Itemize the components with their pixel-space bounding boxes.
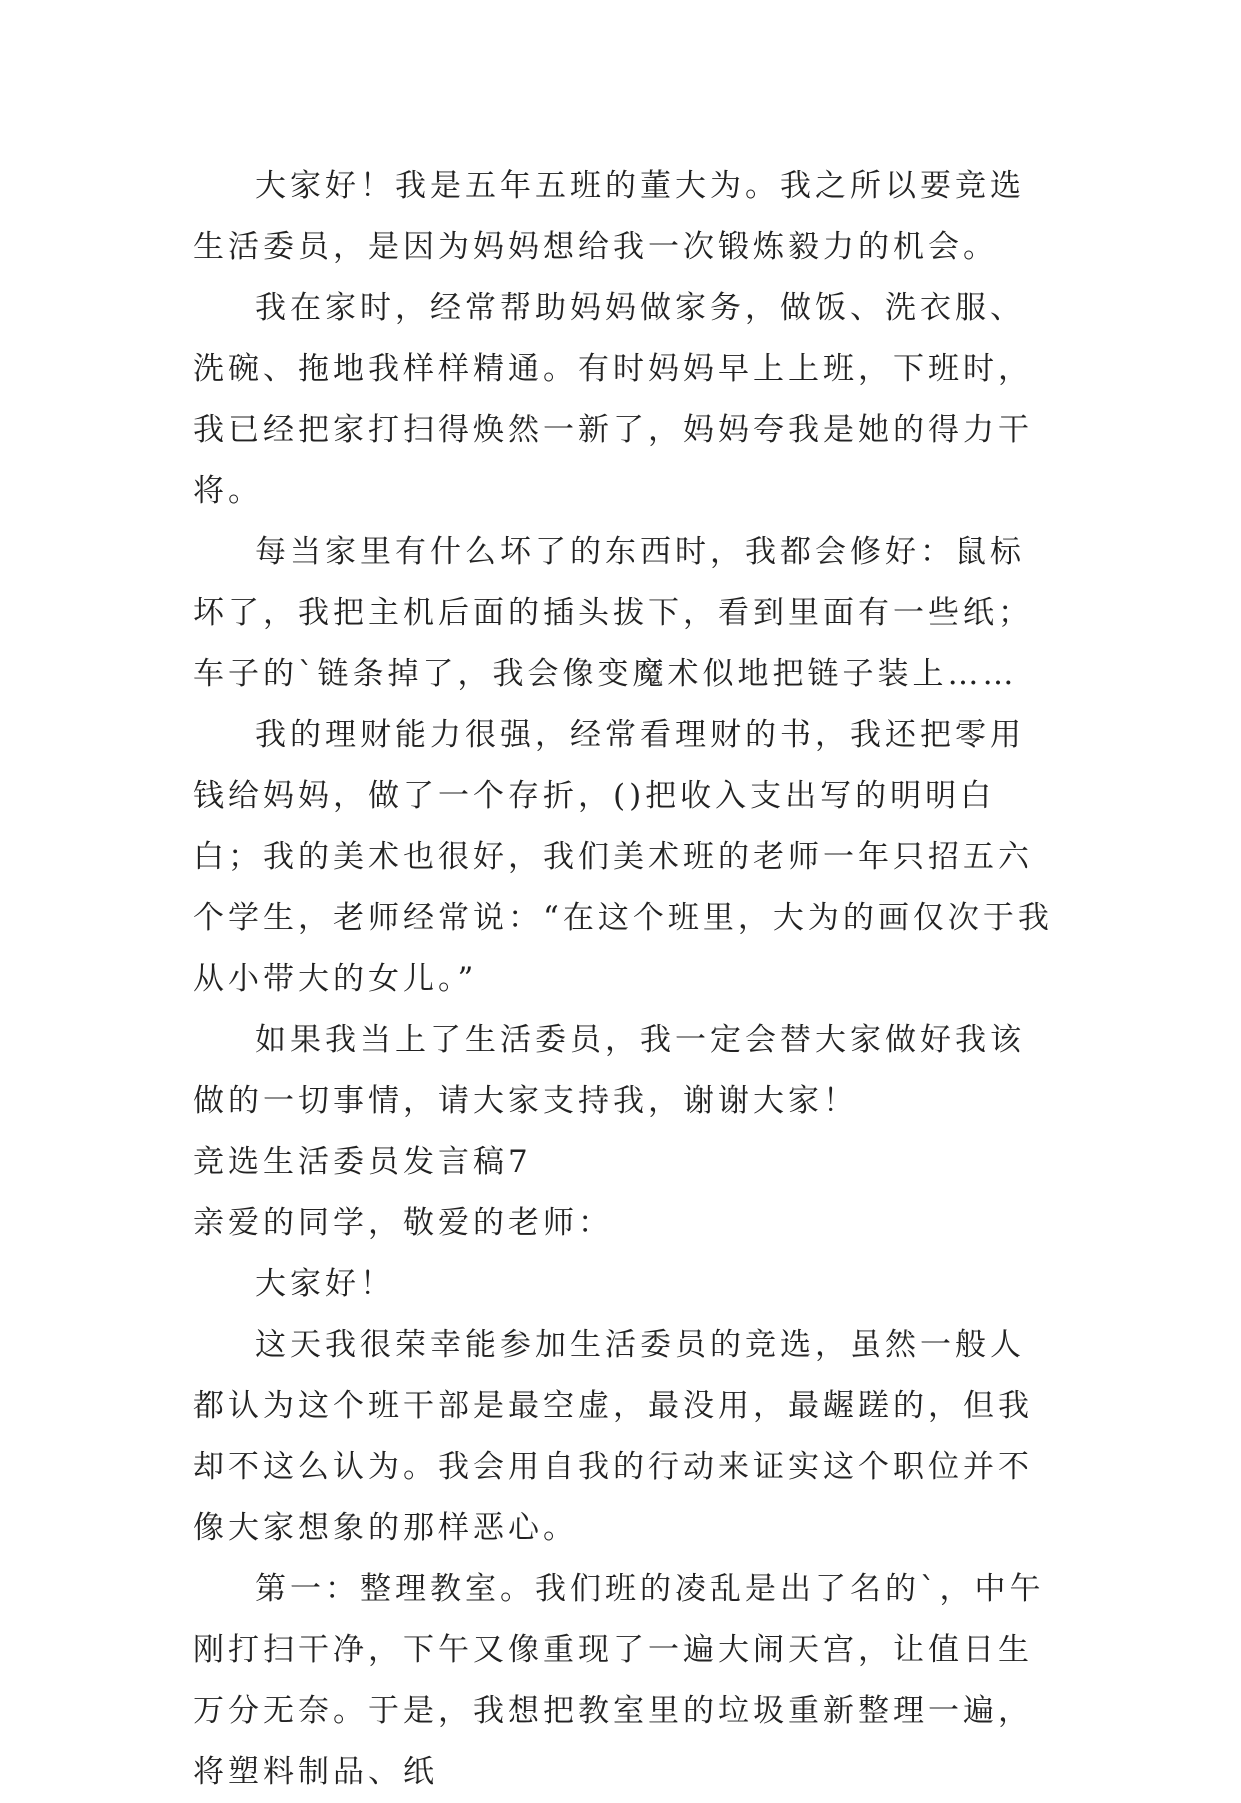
greeting: 大家好！ [255,1266,395,1302]
paragraph: 第一：整理教室。我们班的凌乱是出了名的`，中午刚打扫干净，下午又像重现了一遍大闹天宫，让值日生万分无奈。于是，我想把教室里的垃圾重新整理一遍，将塑料制品、纸 [193,1571,1045,1790]
paragraph: 大家好！我是五年五班的董大为。我之所以要竞选生活委员，是因为妈妈想给我一次锻炼毅力的机会。 [193,168,1025,265]
paragraph: 如果我当上了生活委员，我一定会替大家做好我该做的一切事情，请大家支持我，谢谢大家！ [193,1022,1025,1119]
paragraph: 我的理财能力很强，经常看理财的书，我还把零用钱给妈妈，做了一个存折，()把收入支出写的明明白白；我的美术也很好，我们美术班的老师一年只招五六个学生，老师经常说：“在这个班里，大为的画仅次于我从小带大的女儿。” [193,717,1053,997]
paragraph: 这天我很荣幸能参加生活委员的竞选，虽然一般人都认为这个班干部是最空虚，最没用，最龌蹉的，但我却不这么认为。我会用自我的行动来证实这个职位并不像大家想象的那样恶心。 [193,1327,1033,1546]
paragraph: 我在家时，经常帮助妈妈做家务，做饭、洗衣服、洗碗、拖地我样样精通。有时妈妈早上上班，下班时，我已经把家打扫得焕然一新了，妈妈夸我是她的得力干将。 [193,290,1033,509]
salutation: 亲爱的同学，敬爱的老师： [193,1205,613,1241]
document-body [193,156,1053,1803]
paragraph: 每当家里有什么坏了的东西时，我都会修好：鼠标坏了，我把主机后面的插头拔下，看到里面有一些纸；车子的`链条掉了，我会像变魔术似地把链子装上…… [193,534,1033,692]
section-heading: 竞选生活委员发言稿7 [193,1144,532,1180]
